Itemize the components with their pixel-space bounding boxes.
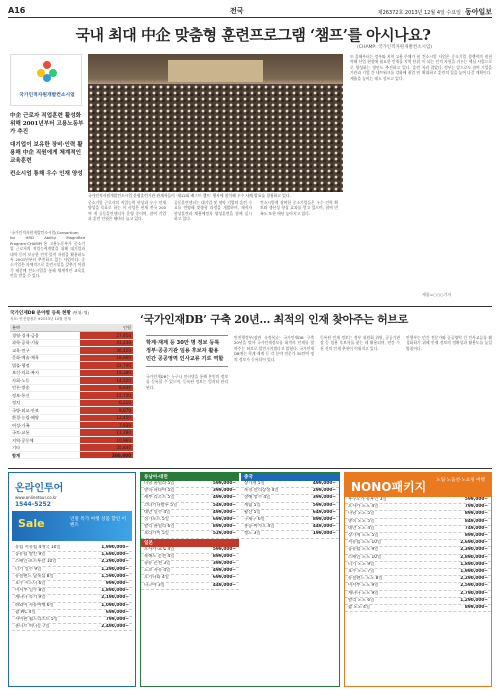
story2-body-col1: 안전행정부(장관 유정복)는 국가인재DB 구축 20년을 맞아 국가인재정보를 최적의 인재를 찾아주는 허브로 발전시키겠다고 밝혔다. 국가인재DB에는 학계·재계 등 각 분야 전문가 30만여 명의 정보가 등록되어 있다. bbox=[234, 335, 314, 362]
ad-item[interactable] bbox=[12, 545, 132, 552]
table-cell-count: 27,850 bbox=[80, 332, 133, 339]
story1-body-col6: 컨소시엄 사업은 중소기업 경쟁력의 원천이 되는 인적 자원을 키우는 핵심 사업으로 자리 잡았다. 정부는 앞으로도 참여 기업을 확대하고 훈련의 질을 높여 나갈 계획이다. bbox=[422, 54, 492, 76]
table-header: 인원 bbox=[80, 324, 133, 332]
table-cell-field: 정보·통신 bbox=[10, 392, 80, 399]
table-grid bbox=[10, 324, 133, 459]
champ-logo-icon bbox=[37, 61, 57, 81]
ad2-list-c bbox=[141, 547, 239, 590]
ad-item[interactable] bbox=[241, 524, 339, 531]
ad-item-name: 구채구 6일 bbox=[244, 517, 265, 523]
story-divider bbox=[8, 306, 492, 307]
brand-name: 동아일보 bbox=[464, 8, 492, 16]
ad-item[interactable] bbox=[345, 569, 491, 576]
ad2-section-c: 일본 bbox=[141, 539, 239, 547]
ad-item-price: 999,000~ bbox=[105, 581, 129, 587]
ad-item[interactable] bbox=[345, 605, 491, 612]
story2-body-col4: 국가인재DB는 누구나 인터넷을 통해 본인의 정보를 등록할 수 있으며, 등록된 정보는 엄격히 관리된다. bbox=[146, 374, 228, 390]
ad-item-name: 큐슈 온천 3일 bbox=[144, 561, 171, 567]
table-cell-field: 사회·노동 bbox=[10, 377, 80, 384]
ad-item[interactable] bbox=[141, 524, 239, 531]
ad-item-name: 스페인·포르투갈 10일 bbox=[15, 559, 57, 565]
ad-item-name: 미서부 노노 9일 bbox=[348, 583, 379, 589]
table-cell-field: 정치 bbox=[10, 399, 80, 406]
ad-item-price: 399,000~ bbox=[212, 561, 236, 567]
table-row bbox=[10, 436, 133, 443]
table-cell-field: 법률·행정 bbox=[10, 362, 80, 369]
ad2-list-a bbox=[141, 481, 239, 539]
ad-item-price: 899,000~ bbox=[312, 517, 336, 523]
story1-subhead: (CHAMP: 국가인적자원개발컨소시엄) bbox=[357, 45, 432, 50]
ad-item-price: 2,590,000~ bbox=[460, 583, 488, 589]
ad-item[interactable] bbox=[345, 497, 491, 504]
table-cell-count: 15,720 bbox=[80, 392, 133, 399]
ad-item[interactable] bbox=[241, 531, 339, 538]
table-cell-field: 지역·공동체 bbox=[10, 436, 80, 443]
ad2-list-b bbox=[241, 481, 339, 539]
ad-item[interactable] bbox=[345, 562, 491, 569]
story1-byline: 세종=○○○기자 bbox=[422, 292, 452, 297]
ad-item-price: 1,990,000~ bbox=[460, 569, 488, 575]
ad-item-price: 799,000~ bbox=[105, 617, 129, 623]
ad-item[interactable] bbox=[345, 576, 491, 583]
ad-item[interactable] bbox=[12, 603, 132, 610]
ad-item[interactable] bbox=[345, 533, 491, 540]
ad-item-price: 399,000~ bbox=[312, 495, 336, 501]
ad-item-name: 호주 시드니 6일 bbox=[15, 581, 46, 587]
table-cell-field: 문화·예술·체육 bbox=[10, 354, 80, 361]
ad-item-price: 699,000~ bbox=[212, 517, 236, 523]
ad-item-name: 동유럽 노노 9일 bbox=[348, 547, 379, 553]
table-cell-count: 19,380 bbox=[80, 369, 133, 376]
ad-item-name: 호주 노노 7일 bbox=[348, 569, 375, 575]
ad-item[interactable] bbox=[241, 481, 339, 488]
ad-item[interactable] bbox=[12, 574, 132, 581]
table-row bbox=[10, 332, 133, 339]
table-cell-count: 22,740 bbox=[80, 362, 133, 369]
photo-caption: 국가인적자원개발컨소시엄 운영훈련기관 관계자들이 ‘제12회 베스트 챔프’ 행사에 참석해 우수 사례 발표를 경청하고 있다. bbox=[88, 193, 291, 198]
ad-item-name: 다낭 노노 5일 bbox=[348, 511, 375, 517]
story1-body-col1: ‘국가인적자원개발컨소시엄(Consortium for HRD Ability Magnified Program·CHAMP)’은 고용노동부가 중소기업 근로자의 직업능력개발을 위해 대기업과 대학 등이 보유한 인적·물적 자원을 활용하도록 2001년부터 추진하고 있는 사업이다. 중소기업은 자체적으로 훈련시설을 갖추기 어렵기 때문에 컨소시엄을 통해 체계적인 교육훈련을 받을 수 있다. bbox=[10, 230, 85, 279]
ad-item-name: 청도 3일 bbox=[244, 531, 261, 537]
ad-item-name: 다낭 풀빌라 5일 bbox=[144, 481, 175, 486]
table-total-row bbox=[10, 451, 133, 458]
ad-item-price: 899,000~ bbox=[464, 533, 488, 539]
ad-item-price: 2,290,000~ bbox=[460, 576, 488, 582]
table-cell-count: 10,960 bbox=[80, 436, 133, 443]
table-total-cell: 300,000 bbox=[80, 451, 133, 458]
table-cell-count: 36,420 bbox=[80, 347, 133, 354]
ad-item[interactable] bbox=[345, 591, 491, 598]
ad-item[interactable] bbox=[141, 517, 239, 524]
table-cell-field: 여성·가족 bbox=[10, 422, 80, 429]
ad-item[interactable] bbox=[141, 510, 239, 517]
story2-deck bbox=[146, 335, 228, 367]
ad-item-name: 황산 5일 bbox=[244, 509, 261, 515]
onlinetour-phone: 1544-5252 bbox=[15, 501, 51, 508]
photo-stage bbox=[168, 60, 263, 82]
ad-item-name: 도쿄 자유 4일 bbox=[144, 568, 171, 574]
ad-item-price: 899,000~ bbox=[464, 605, 488, 611]
lead-line: 中企 근로자 직업훈련 활성화 위해 2001년부터 고용노동부가 추진 bbox=[10, 113, 84, 135]
ad-item-price: 899,000~ bbox=[464, 511, 488, 517]
table-cell-count: 14,520 bbox=[80, 377, 133, 384]
story1-body-col4: 컨소시엄에 참여한 중소기업들은 우수 인력 확보와 생산성 향상 효과를 얻고 있으며, 참여 만족도 또한 매년 높아지고 있다. bbox=[260, 200, 338, 216]
table-cell-field: 경영·경제·금융 bbox=[10, 332, 80, 339]
ad-item[interactable] bbox=[141, 568, 239, 575]
table-row bbox=[10, 339, 133, 346]
ad-item[interactable] bbox=[141, 547, 239, 554]
ad-item[interactable] bbox=[12, 567, 132, 574]
nono-header bbox=[345, 473, 491, 497]
ad-item[interactable] bbox=[12, 588, 132, 595]
ad-item-price: 2,490,000~ bbox=[101, 624, 129, 630]
ad-item-name: 오사카·교토 4일 bbox=[144, 546, 175, 552]
ad-item-price: 2,690,000~ bbox=[460, 540, 488, 546]
ad-item-price: 1,090,000~ bbox=[101, 602, 129, 608]
ad-item-price: 2,890,000~ bbox=[460, 554, 488, 560]
ad-item-price: 499,000~ bbox=[212, 568, 236, 574]
table-row bbox=[10, 377, 133, 384]
ad-item[interactable] bbox=[12, 559, 132, 566]
table-header: 분야 bbox=[10, 324, 80, 332]
ad-item-price: 699,000~ bbox=[212, 575, 236, 581]
story1-lead bbox=[10, 112, 85, 183]
table-cell-field: 환경·농림·해양 bbox=[10, 414, 80, 421]
ad-item-name: 터키 일주 9일 bbox=[15, 566, 42, 572]
ad-item-name: 보라카이 5일 bbox=[144, 531, 169, 537]
ad-item[interactable] bbox=[141, 503, 239, 510]
ad-item-price: 529,000~ bbox=[212, 531, 236, 537]
ad-item-name: 대만 노노 4일 bbox=[348, 525, 375, 531]
ad-item-price: 599,000~ bbox=[312, 502, 336, 508]
ad-item-name: 몰디브 허니문 7일 bbox=[15, 624, 50, 630]
ad-item-price: 599,000~ bbox=[212, 481, 236, 486]
table-row bbox=[10, 362, 133, 369]
ad2-section-a: 동남아·대만 bbox=[141, 473, 239, 481]
ad1-list bbox=[12, 545, 132, 631]
ad-item-name: 싱가포르 5일 bbox=[144, 517, 169, 523]
onlinetour-ad[interactable] bbox=[8, 472, 136, 687]
photo-audience bbox=[88, 84, 343, 192]
edition-text: 제26372호 2013년 12월 4일 수요일 bbox=[377, 10, 461, 16]
ad-item[interactable] bbox=[12, 552, 132, 559]
table-cell-field: 기타 bbox=[10, 444, 80, 451]
ad-item-price: 299,000~ bbox=[312, 488, 336, 494]
section-name: 전국 bbox=[230, 7, 244, 15]
ad-item[interactable] bbox=[241, 517, 339, 524]
ad-item-name: 상해 항주 4일 bbox=[244, 495, 271, 501]
story2-body-col2: 등록된 인재 정보는 정부 위원회 위원, 공공기관장 등 임용 후보자를 찾는 데 활용되며, 연간 수천 건의 인재 추천이 이뤄지고 있다. bbox=[320, 335, 400, 351]
ad-item-price: 549,000~ bbox=[212, 502, 236, 508]
ad-item-name: 방콕·파타야 5일 bbox=[144, 488, 175, 494]
ad-item[interactable] bbox=[141, 554, 239, 561]
ad-item-price: 449,000~ bbox=[212, 582, 236, 588]
ad-item[interactable] bbox=[141, 488, 239, 495]
story2-body-col3: 안행부는 민간 전문가와 공공영역 간 인사교류를 활성화하기 위해 인재 정보의 정확성과 활용도를 높일 방침이다. bbox=[406, 335, 492, 351]
ad-item-price: 599,000~ bbox=[212, 546, 236, 552]
ad-item-name: 북경 만리장성 4일 bbox=[244, 488, 279, 494]
ad-item-price: 499,000~ bbox=[212, 509, 236, 515]
nono-title: NONO패키지 bbox=[351, 480, 427, 494]
table-cell-count: 7,930 bbox=[80, 422, 133, 429]
ad-item[interactable] bbox=[141, 481, 239, 488]
story1-body-col5: 또 올해부터는 정부와 지역 고용 주체가 협력해 산업 현장에 필요한 인재를 지역 단위로 양성하는 방안도 추진하고 있다. 훈련 기관과 기업 간 네트워크를 강화해 취업 연계율을 높이는 데도 힘쓰고 있다. bbox=[350, 54, 420, 81]
ad-item-name: 서유럽 노노 10일 bbox=[348, 540, 382, 546]
ad-item[interactable] bbox=[345, 511, 491, 518]
conference-photo bbox=[88, 54, 343, 192]
ad-item-price: 2,290,000~ bbox=[101, 559, 129, 565]
ad-item-name: 코타키나발루 5일 bbox=[144, 502, 178, 508]
table-cell-count: 35,840 bbox=[80, 444, 133, 451]
table-row bbox=[10, 392, 133, 399]
table-cell-field: 국방·외교·안보 bbox=[10, 407, 80, 414]
ad-item-price: 499,000~ bbox=[212, 495, 236, 501]
ad-item[interactable] bbox=[141, 561, 239, 568]
ad-item[interactable] bbox=[12, 617, 132, 624]
ad-item-price: 849,000~ bbox=[464, 518, 488, 524]
table-title: 국가인재DB 분야별 등록 현황 (단위: 명) bbox=[10, 310, 89, 316]
table-row bbox=[10, 429, 133, 436]
sale-banner bbox=[12, 511, 132, 541]
ad-item-price: 1,290,000~ bbox=[101, 566, 129, 572]
table-row bbox=[10, 354, 133, 361]
ad-item-price: 599,000~ bbox=[464, 497, 488, 502]
table-cell-count: 6,210 bbox=[80, 399, 133, 406]
ad-item-name: 오사카 노노 4일 bbox=[348, 504, 379, 510]
ad-item-name: 장가계 5일 bbox=[244, 481, 265, 486]
ad-item-price: 899,000~ bbox=[212, 553, 236, 559]
ad-item-price: 1,290,000~ bbox=[460, 597, 488, 603]
ad-item-price: 799,000~ bbox=[464, 504, 488, 510]
table-row bbox=[10, 414, 133, 421]
ad-item[interactable] bbox=[345, 547, 491, 554]
ad-item-name: 괌 노노 4일 bbox=[348, 605, 371, 611]
table-row bbox=[10, 399, 133, 406]
ad-item[interactable] bbox=[241, 495, 339, 502]
ad-item-price: 1,690,000~ bbox=[101, 552, 129, 558]
table-cell-count: 9,870 bbox=[80, 407, 133, 414]
table-row bbox=[10, 422, 133, 429]
ad-item-price: 649,000~ bbox=[312, 509, 336, 515]
ad-item-price: 199,000~ bbox=[312, 531, 336, 537]
ad-item-name: 방콕 노노 5일 bbox=[348, 518, 375, 524]
ad-item-name: 나고야 3일 bbox=[144, 582, 165, 588]
ad-item-name: 사이판 월드리조트 5일 bbox=[15, 617, 58, 623]
ad-item-name: 괌 PIC 4일 bbox=[15, 609, 36, 615]
ad-item-name: 장가계 노노 5일 bbox=[348, 533, 379, 539]
table-row bbox=[10, 347, 133, 354]
ad-item-name: 계림 5일 bbox=[244, 502, 261, 508]
deck-line: 민간 공공영역 인사교류 기로 역할 bbox=[146, 356, 224, 362]
ad-item-price: 399,000~ bbox=[212, 488, 236, 494]
ad-item-name: 뉴질랜드 노노 8일 bbox=[348, 576, 383, 582]
ad-item[interactable] bbox=[241, 503, 339, 510]
ad-item[interactable] bbox=[345, 540, 491, 547]
table-cell-count: 18,960 bbox=[80, 354, 133, 361]
table-cell-field: 과학·공학·기술 bbox=[10, 339, 80, 346]
table-cell-count: 12,450 bbox=[80, 414, 133, 421]
ad-item[interactable] bbox=[141, 575, 239, 582]
table-cell-count: 8,640 bbox=[80, 384, 133, 391]
ad-item[interactable] bbox=[141, 531, 239, 538]
ad-item[interactable] bbox=[345, 504, 491, 511]
ad-item-name: 세부 리조트 5일 bbox=[144, 495, 175, 501]
story1-headline: 국내 최대 中企 맞춤형 훈련프로그램 ‘챔프’를 아시나요? bbox=[75, 26, 431, 44]
lead-line: 컨소시엄 통해 우수 인재 양성 bbox=[10, 171, 83, 177]
ad-item[interactable] bbox=[345, 519, 491, 526]
sale-banner-text: 연말 특가 여행 상품 할인 이벤트 bbox=[70, 517, 127, 528]
nono-subtitle: 노팁·노옵션·노쇼핑 여행 bbox=[436, 478, 485, 483]
talent-db-table bbox=[10, 310, 133, 459]
advertisements bbox=[8, 472, 492, 687]
table-row bbox=[10, 444, 133, 451]
ad-item-name: 대만 일주 4일 bbox=[144, 509, 171, 515]
ad-item[interactable] bbox=[241, 488, 339, 495]
ad-item[interactable] bbox=[12, 581, 132, 588]
ad-item-name: 발리 노노 6일 bbox=[348, 597, 375, 603]
ad-item-price: 749,000~ bbox=[464, 525, 488, 531]
onlinetour-logo: 온라인투어 bbox=[15, 483, 64, 494]
ad-item-price: 1,890,000~ bbox=[101, 588, 129, 594]
sale-banner-title: Sale bbox=[18, 517, 45, 530]
ad-item[interactable] bbox=[12, 595, 132, 602]
edition-info bbox=[378, 7, 492, 17]
ad-item-name: 터키 노노 9일 bbox=[348, 561, 375, 567]
ad-item-name: 오키나와 4일 bbox=[144, 575, 169, 581]
page bbox=[8, 4, 492, 687]
ad-item-price: 2,390,000~ bbox=[460, 547, 488, 553]
ad-item-price: 2,790,000~ bbox=[460, 590, 488, 596]
table-row bbox=[10, 369, 133, 376]
page-header bbox=[8, 4, 492, 18]
ad2-section-b: 중국 bbox=[241, 473, 339, 481]
ad-item-name: 스페인 노노 10일 bbox=[348, 554, 382, 560]
ad-item-price: 1,890,000~ bbox=[460, 561, 488, 567]
deck-line: 정부·공공기관 임용 후보자 활용 bbox=[146, 348, 219, 354]
page-number: A16 bbox=[8, 6, 26, 15]
ad3-list bbox=[345, 497, 491, 612]
ad-item[interactable] bbox=[141, 583, 239, 590]
champ-logo-text: 국가인적자원개발컨소시엄 bbox=[19, 93, 75, 98]
ad-item-price: 899,000~ bbox=[212, 524, 236, 530]
ad-item-name: 캐나다 록키 9일 bbox=[15, 595, 46, 601]
ad-item-name: 홍콩·마카오 4일 bbox=[244, 524, 275, 530]
ad-item[interactable] bbox=[141, 495, 239, 502]
ad-item[interactable] bbox=[12, 610, 132, 617]
ad-item[interactable] bbox=[345, 555, 491, 562]
ad-item-name: 후쿠오카 유후인 3일 bbox=[348, 497, 387, 502]
ad-item-price: 2,190,000~ bbox=[101, 595, 129, 601]
onlinetour-url: www.onlinetour.co.kr bbox=[15, 495, 57, 500]
story1-body-col2: 중소기업 근로자의 직업능력 향상과 우수 인재 양성을 목표로 하는 이 사업은 현재 전국 200여 개 공동훈련센터가 운영 중이며, 참여 기업과 훈련 인원은 해마다 늘고 있다. bbox=[88, 200, 166, 222]
table-row bbox=[10, 407, 133, 414]
ad-item-name: 캐나다 노노 9일 bbox=[348, 590, 379, 596]
lead-line: 대기업이 보유한 장비·인력 활용해 中企 직원에게 체계적인 교육훈련 bbox=[10, 142, 83, 164]
ad-item-price: 1,990,000~ bbox=[101, 545, 129, 550]
ad-item-name: 미서부 일주 8일 bbox=[15, 588, 46, 594]
ad-item-price: 1,590,000~ bbox=[101, 573, 129, 579]
ad-item-name: 뉴질랜드 남북섬 8일 bbox=[15, 573, 54, 579]
ad-item-name: 발리 풀빌라 6일 bbox=[144, 524, 175, 530]
ad-item-price: 499,000~ bbox=[312, 481, 336, 486]
ad-item-name: 동유럽 발칸 9일 bbox=[15, 552, 46, 558]
ad-item-price: 449,000~ bbox=[312, 524, 336, 530]
story2-headline: ‘국가인재DB’ 구축 20년… 최적의 인재 찾아주는 허브로 bbox=[140, 313, 409, 326]
story1-body-col3: 공동훈련센터는 대기업 및 협약 기업의 훈련 수요를 반영해 맞춤형 과정을 개발하며, 재직자 향상훈련과 채용예정자 양성훈련을 함께 실시하고 있다. bbox=[174, 200, 252, 222]
ad-item-name: 북해도 온천 4일 bbox=[144, 553, 175, 559]
ad-divider bbox=[8, 468, 492, 469]
ad-item-name: 유럽 서유럽 4개국 10일 bbox=[15, 545, 61, 550]
table-cell-field: 언론·방송 bbox=[10, 384, 80, 391]
nono-package-ad[interactable] bbox=[344, 472, 492, 687]
ad-item[interactable] bbox=[345, 583, 491, 590]
regional-tour-ad[interactable] bbox=[140, 472, 340, 687]
table-cell-field: 국토·교통 bbox=[10, 429, 80, 436]
table-total-cell: 합계 bbox=[10, 451, 80, 458]
ad-item[interactable] bbox=[12, 624, 132, 631]
ad-item[interactable] bbox=[241, 510, 339, 517]
table-cell-count: 41,230 bbox=[80, 339, 133, 346]
champ-logo bbox=[10, 54, 82, 106]
ad-item-name: 하와이 자유여행 6일 bbox=[15, 602, 54, 608]
ad-item[interactable] bbox=[345, 598, 491, 605]
ad-item-price: 699,000~ bbox=[105, 609, 129, 615]
table-cell-count: 11,280 bbox=[80, 429, 133, 436]
table-cell-field: 교육·연구 bbox=[10, 347, 80, 354]
ad-item[interactable] bbox=[345, 526, 491, 533]
table-row bbox=[10, 384, 133, 391]
deck-line: 학계·재계 등 30만 명 정보 등록 bbox=[146, 340, 220, 346]
table-cell-field: 보건·의료·복지 bbox=[10, 369, 80, 376]
table-note: 자료: 안전행정부 ※2013년 10월 현재 bbox=[10, 317, 71, 321]
